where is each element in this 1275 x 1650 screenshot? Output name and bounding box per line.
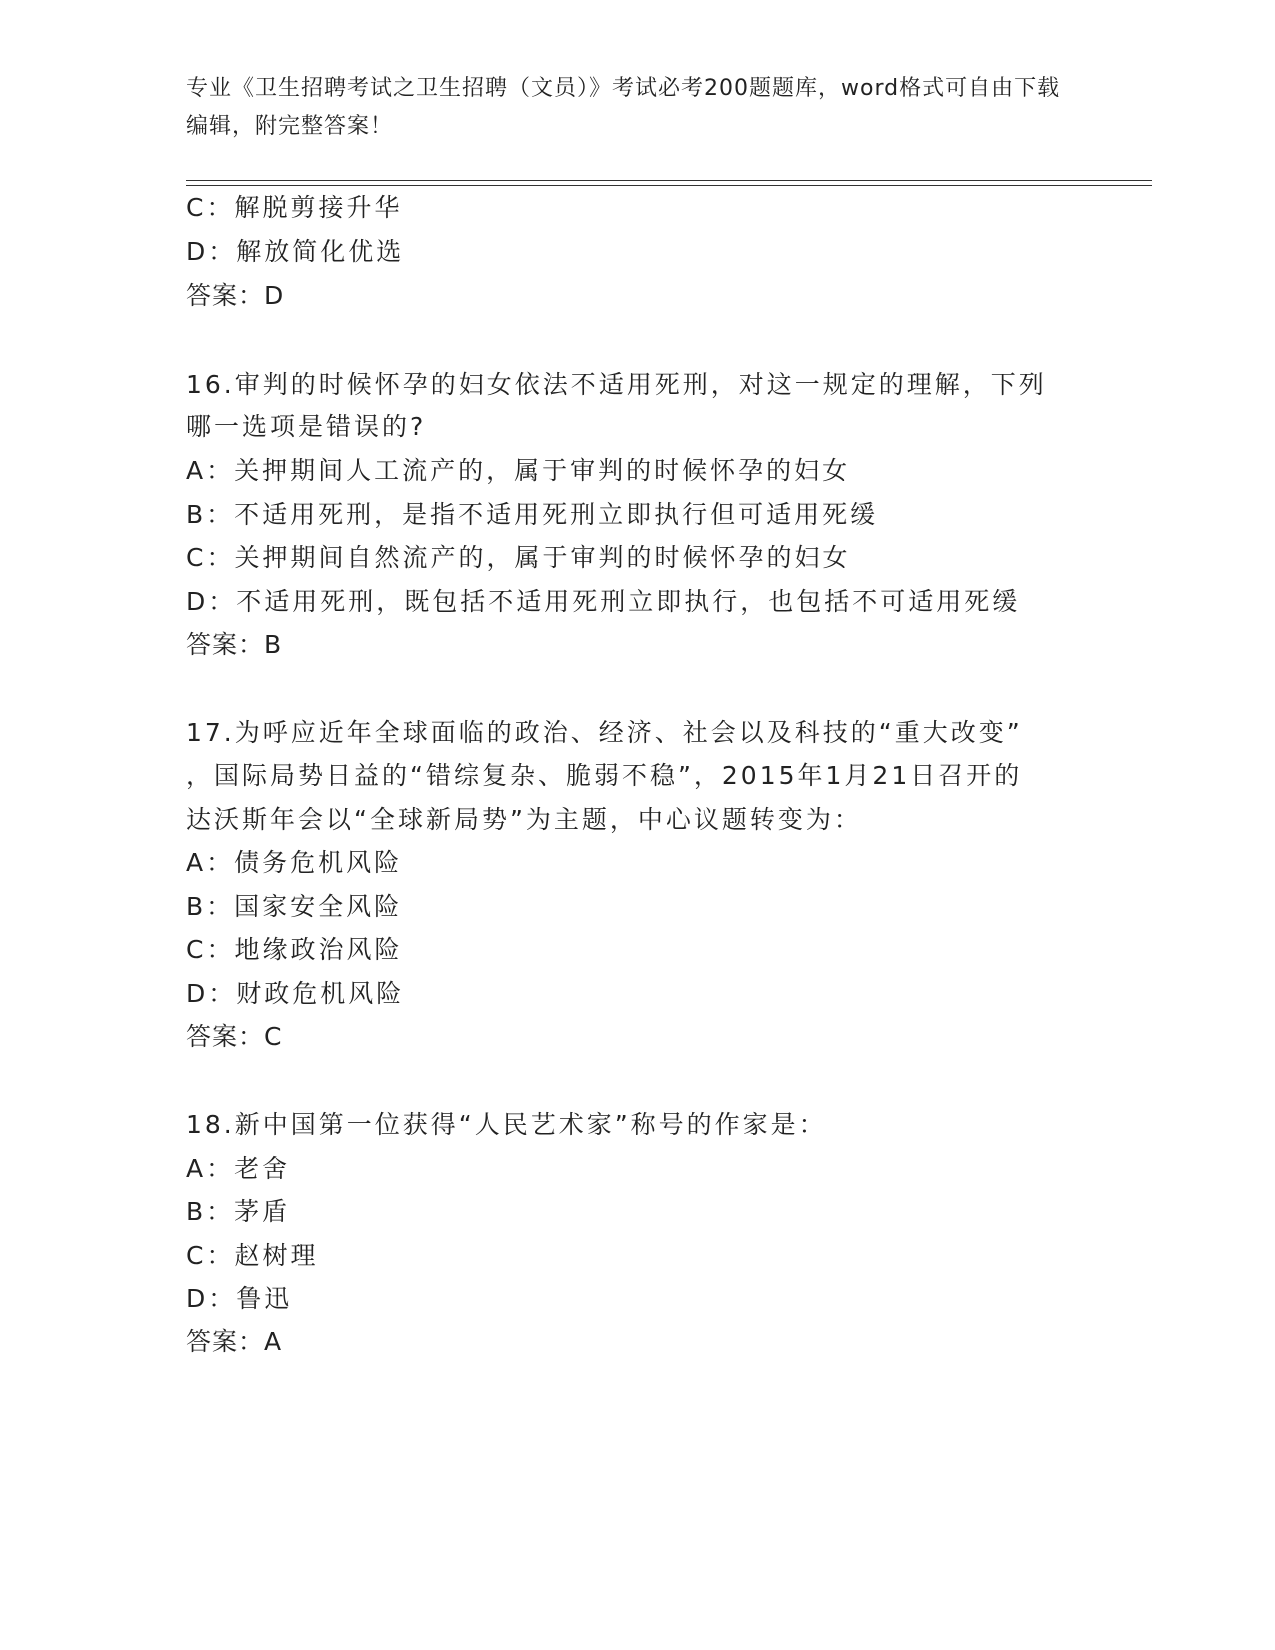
question-17-option-b: B：国家安全风险: [186, 892, 403, 921]
option-d: D：解放简化优选: [186, 237, 405, 266]
question-17-answer: [186, 1022, 283, 1052]
option-c: C：解脱剪接升华: [186, 193, 403, 222]
question-18-option-b: B：茅盾: [186, 1197, 291, 1226]
question-18-option-d: D：鲁迅: [186, 1284, 293, 1313]
document-header: 专业《卫生招聘考试之卫生招聘（文员）》考试必考200题题库，word格式可自由下载编辑，附完整答案！: [186, 76, 1061, 139]
question-17-line-3: 达沃斯年会以“全球新局势”为主题，中心议题转变为：: [186, 805, 862, 834]
question-17-option-c: C：地缘政治风险: [186, 935, 403, 964]
answer-value: A: [264, 1327, 284, 1356]
question-16-option-d: D：不适用死刑，既包括不适用死刑立即执行，也包括不可适用死缓: [186, 587, 1021, 616]
question-18-line-1: 18.新中国第一位获得“人民艺术家”称号的作家是：: [186, 1110, 827, 1139]
question-17-option-a: A：债务危机风险: [186, 848, 403, 877]
question-16-answer: [186, 630, 283, 660]
question-16-line-2: 哪一选项是错误的?: [186, 412, 427, 441]
answer-label: 答案：: [186, 630, 265, 659]
answer-value: D: [264, 281, 286, 310]
question-16-line-1: 16.审判的时候怀孕的妇女依法不适用死刑，对这一规定的理解，下列: [186, 370, 1047, 399]
question-16-option-b: B：不适用死刑，是指不适用死刑立即执行但可适用死缓: [186, 500, 879, 529]
answer-value: C: [264, 1022, 284, 1051]
question-17-option-d: D：财政危机风险: [186, 979, 405, 1008]
question-18-answer: [186, 1327, 283, 1357]
question-18-option-a: A：老舍: [186, 1154, 291, 1183]
header-rule-bottom: [186, 185, 1152, 186]
answer-value: B: [264, 630, 284, 659]
header-rule-top: [186, 180, 1152, 181]
answer-label: 答案：: [186, 1022, 265, 1051]
question-17-line-1: 17.为呼应近年全球面临的政治、经济、社会以及科技的“重大改变”: [186, 718, 1023, 747]
answer-label: 答案：: [186, 281, 265, 310]
question-16-option-c: C：关押期间自然流产的，属于审判的时候怀孕的妇女: [186, 543, 851, 572]
answer-label: 答案：: [186, 1327, 265, 1356]
question-16-option-a: A：关押期间人工流产的，属于审判的时候怀孕的妇女: [186, 456, 851, 485]
question-18-option-c: C：赵树理: [186, 1241, 319, 1270]
answer-line: [186, 281, 285, 311]
question-17-line-2: ，国际局势日益的“错综复杂、脆弱不稳”，2015年1月21日召开的: [186, 761, 1023, 790]
